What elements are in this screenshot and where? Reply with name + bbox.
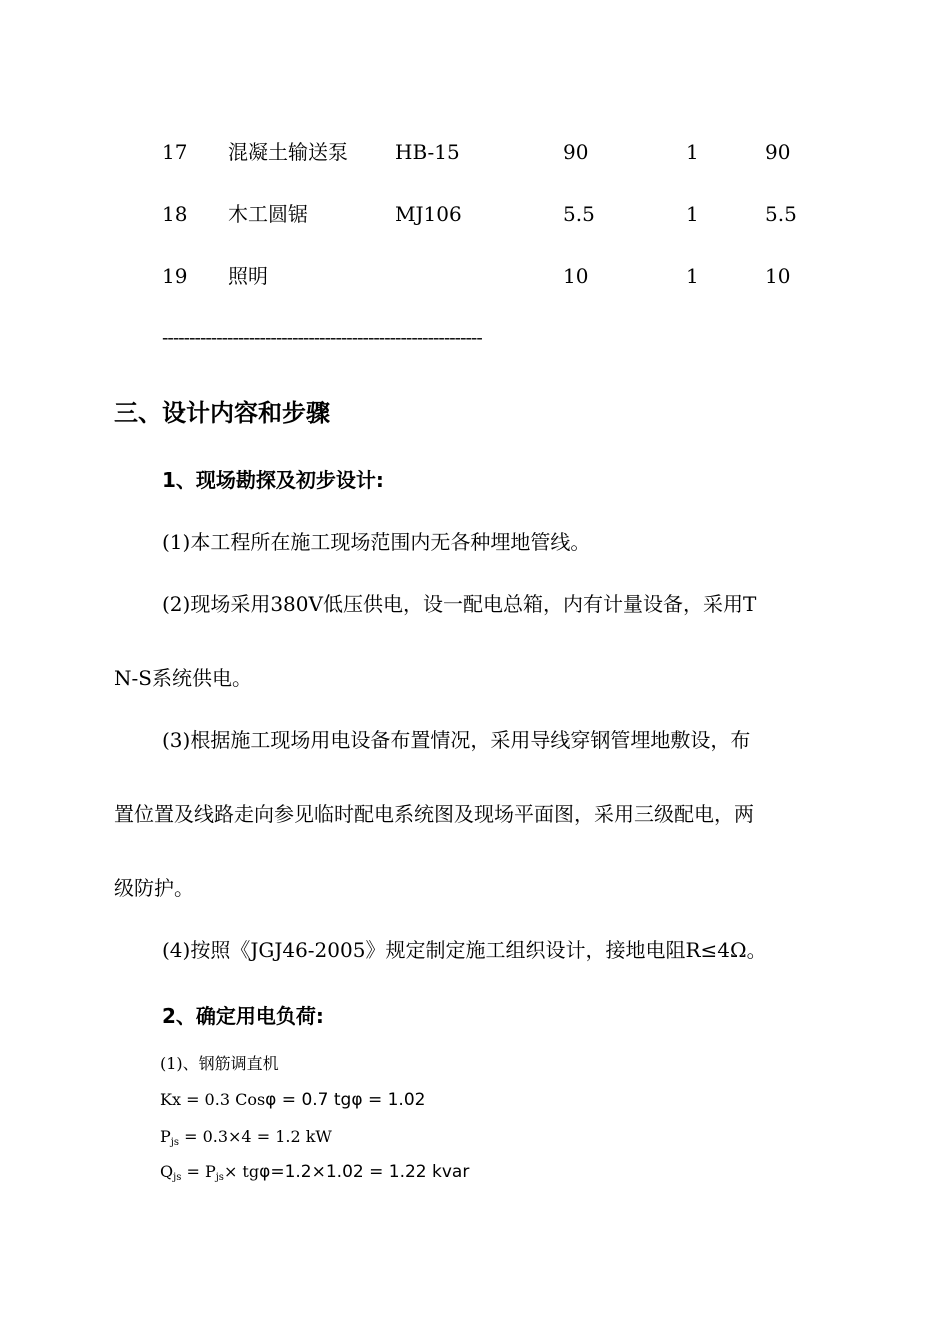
table-dashed-rule: -----------------------------------------------------------: [162, 327, 482, 349]
row-number: 17: [162, 140, 188, 164]
paragraph-line: (3)根据施工现场用电设备布置情况，采用导线穿钢管埋地敷设，布: [162, 728, 751, 752]
pjs-subscript: js: [170, 1137, 179, 1148]
kx-text: Kx = 0.3 Cos: [160, 1090, 266, 1109]
equipment-power: 90: [563, 140, 589, 164]
qjs-times: × tg: [223, 1162, 260, 1181]
qjs-pjs-subscript: js: [215, 1172, 224, 1183]
equipment-qty: 1: [686, 202, 699, 226]
qjs-symbol: Q: [160, 1162, 174, 1181]
pjs-symbol: P: [160, 1127, 171, 1146]
row-number: 18: [162, 202, 188, 226]
paragraph-line: (1)本工程所在施工现场范围内无各种埋地管线。: [162, 530, 591, 554]
equipment-qty: 1: [686, 140, 699, 164]
qjs-eq: = P: [181, 1162, 216, 1181]
calc-item-label: (1)、钢筋调直机: [160, 1054, 279, 1073]
calc-kx-line: [160, 1089, 425, 1111]
equipment-total: 90: [765, 140, 791, 164]
pjs-formula: = 0.3×4 = 1.2 kW: [179, 1127, 332, 1146]
subsection-heading-1: 1、现场勘探及初步设计:: [162, 468, 384, 492]
equipment-total: 5.5: [765, 202, 797, 226]
cos-tg-text: φ = 0.7 tgφ = 1.02: [265, 1090, 426, 1110]
row-number: 19: [162, 264, 188, 288]
equipment-name: 木工圆锯: [228, 202, 308, 226]
equipment-power: 10: [563, 264, 589, 288]
subsection-heading-2: 2、确定用电负荷:: [162, 1004, 324, 1028]
equipment-name: 照明: [228, 264, 268, 288]
equipment-power: 5.5: [563, 202, 595, 226]
equipment-total: 10: [765, 264, 791, 288]
calc-qjs-line: [160, 1161, 469, 1189]
equipment-model: MJ106: [395, 202, 462, 226]
paragraph-line: (2)现场采用380V低压供电，设一配电总箱，内有计量设备，采用T: [162, 592, 757, 616]
equipment-qty: 1: [686, 264, 699, 288]
qjs-formula: φ=1.2×1.02 = 1.22 kvar: [259, 1162, 470, 1182]
paragraph-line: (4)按照《JGJ46-2005》规定制定施工组织设计，接地电阻R≤4Ω。: [162, 938, 767, 962]
paragraph-line: N-S系统供电。: [114, 666, 252, 690]
paragraph-line: 置位置及线路走向参见临时配电系统图及现场平面图，采用三级配电，两: [114, 802, 754, 826]
calc-pjs-line: [160, 1126, 332, 1154]
equipment-name: 混凝土输送泵: [228, 140, 348, 164]
qjs-subscript: js: [173, 1172, 182, 1183]
paragraph-line: 级防护。: [114, 876, 194, 900]
equipment-model: HB-15: [395, 140, 460, 164]
section-heading: 三、设计内容和步骤: [114, 399, 330, 427]
